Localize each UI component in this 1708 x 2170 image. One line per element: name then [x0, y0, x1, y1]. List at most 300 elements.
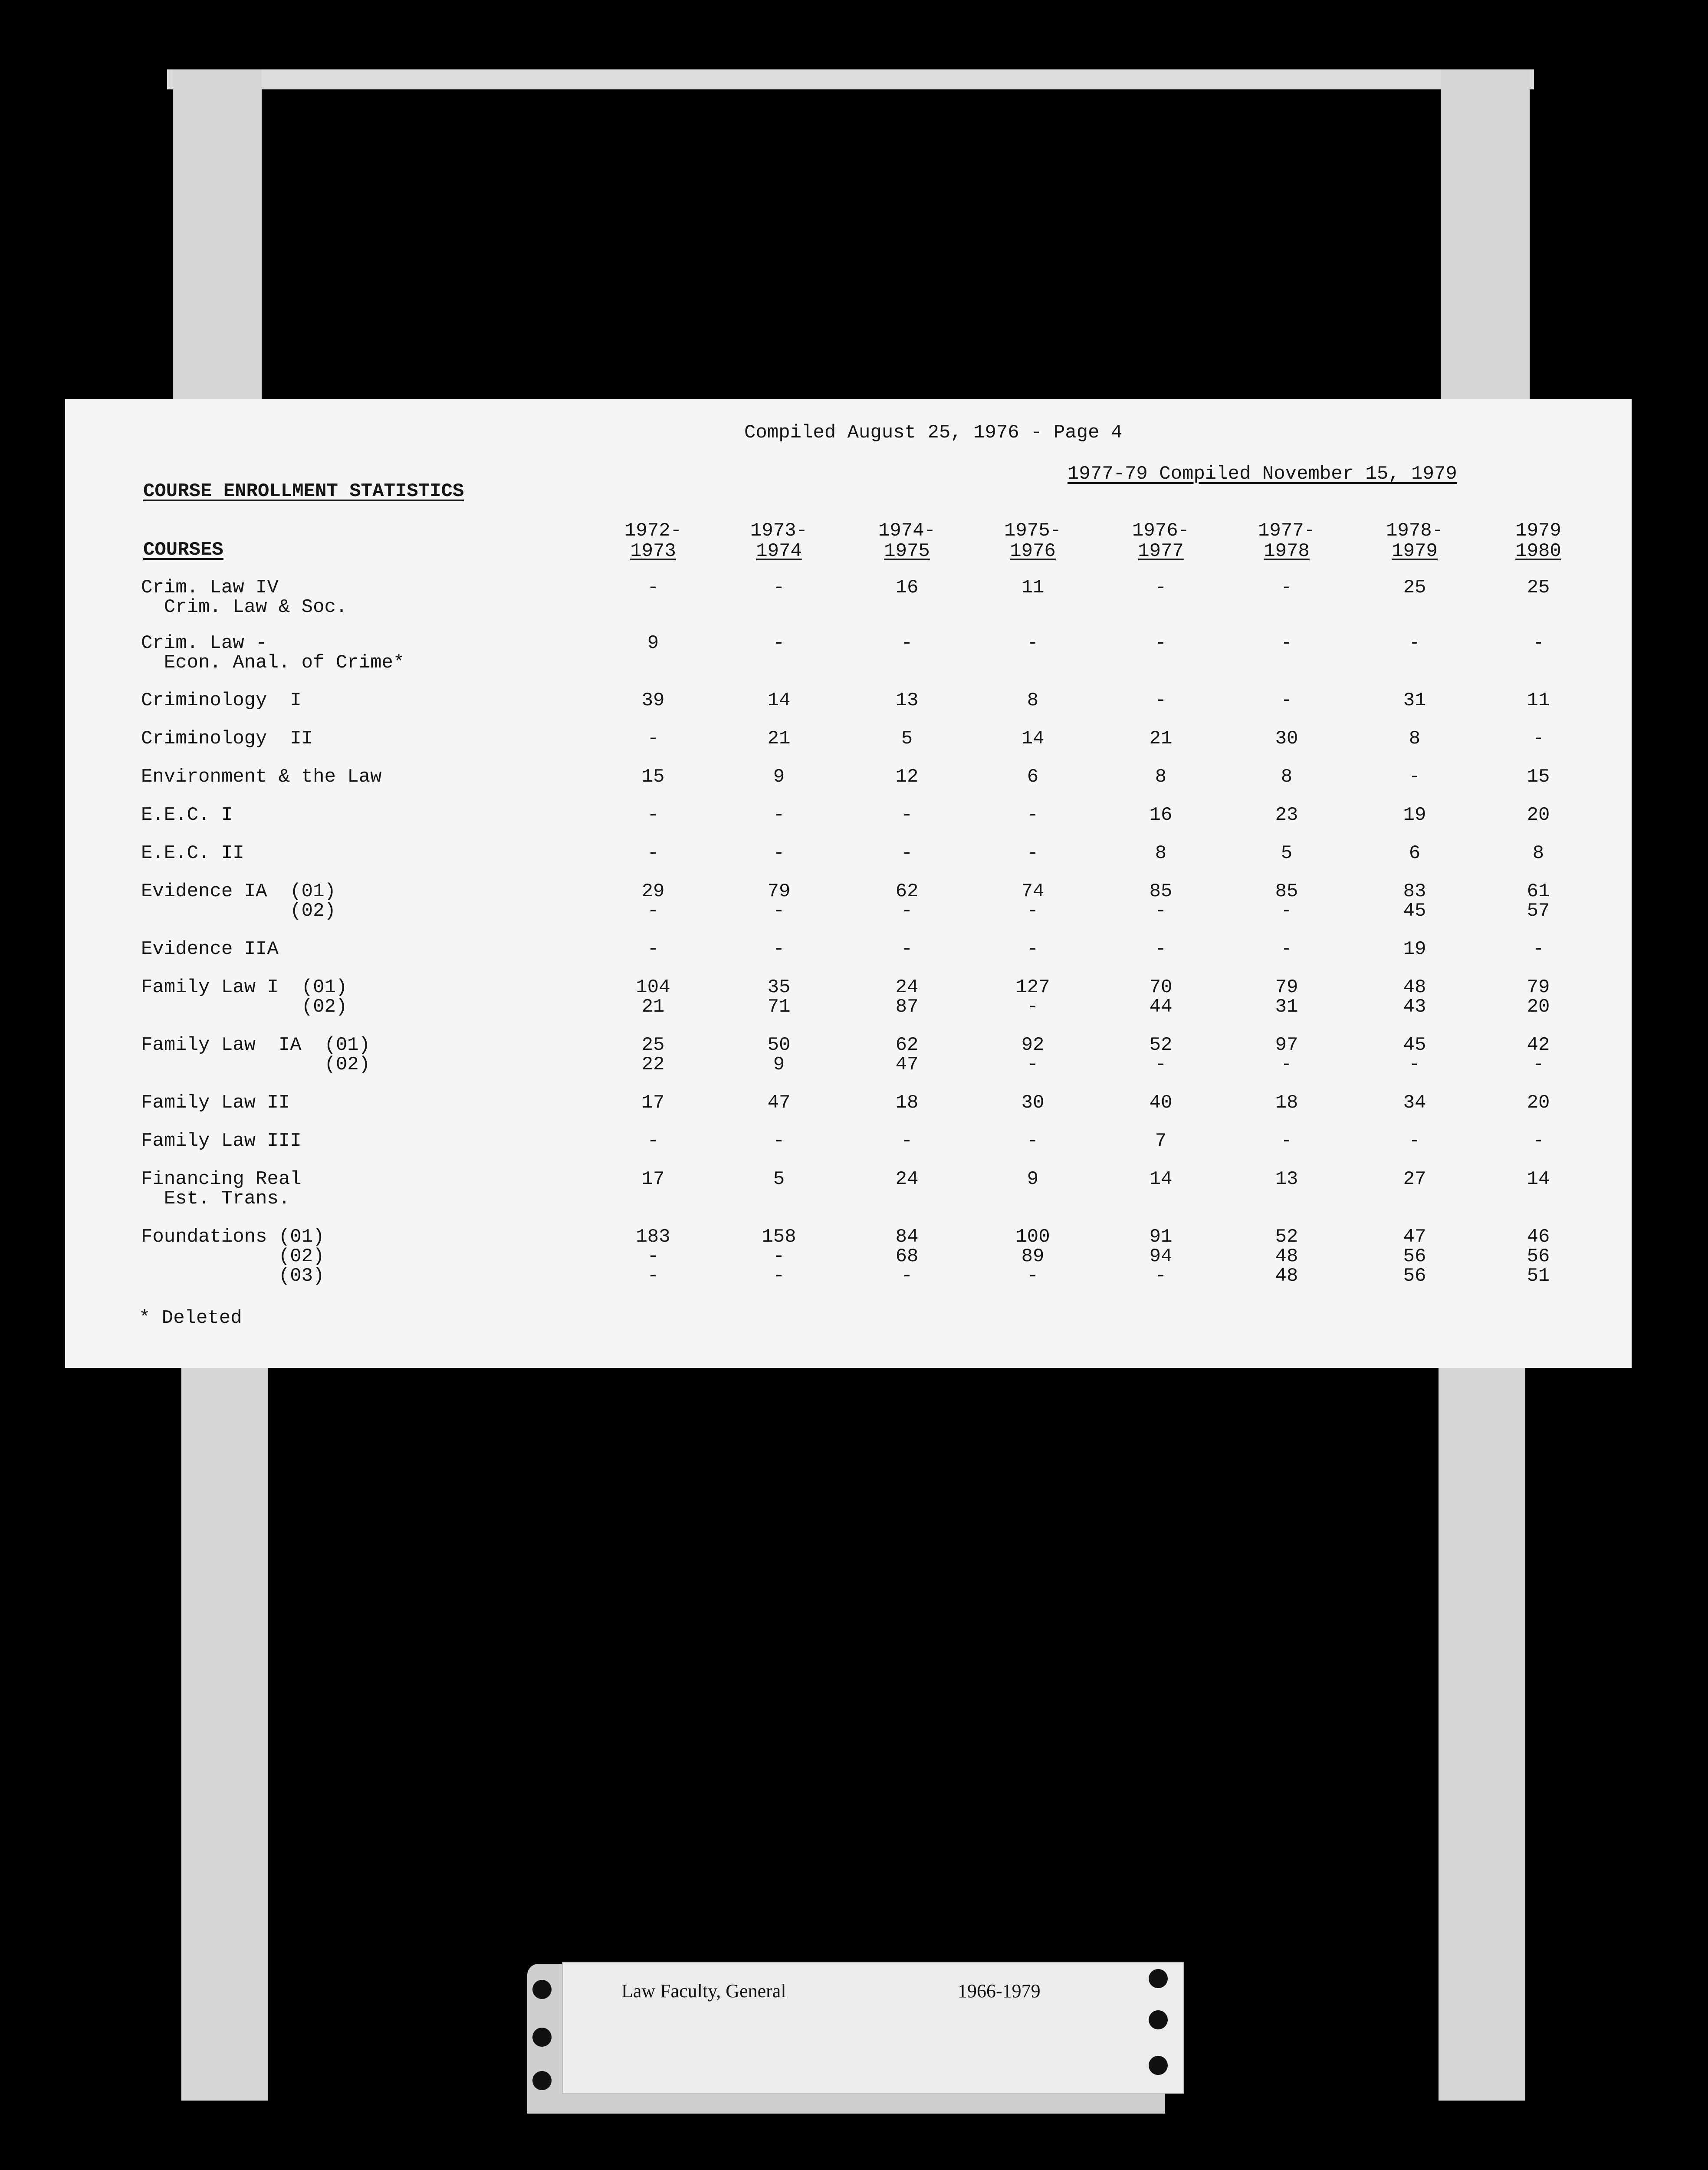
enrollment-cell	[1363, 940, 1467, 959]
enrollment-value: -	[1155, 1053, 1167, 1075]
course-name-line: Criminology I	[141, 690, 302, 711]
enrollment-cell	[1235, 1131, 1339, 1151]
enrollment-value: 14	[1149, 1168, 1173, 1190]
enrollment-value: 8	[1532, 842, 1544, 864]
year-column-header	[727, 521, 831, 561]
enrollment-cell	[981, 1093, 1085, 1113]
enrollment-value: -	[901, 632, 913, 654]
punch-hole	[532, 2028, 552, 2047]
enrollment-cell	[1486, 1227, 1590, 1286]
label-card-date-range: 1966-1979	[958, 1980, 1041, 2002]
enrollment-value: 9	[773, 766, 785, 788]
enrollment-value: -	[647, 1245, 659, 1267]
enrollment-value: -	[647, 1265, 659, 1287]
enrollment-value: 56	[1403, 1245, 1426, 1267]
enrollment-value: 17	[641, 1168, 665, 1190]
course-name-line: Crim. Law IV	[141, 577, 279, 598]
enrollment-value: 40	[1149, 1092, 1173, 1114]
enrollment-value: 87	[895, 996, 919, 1018]
enrollment-value: 14	[767, 690, 791, 711]
enrollment-value: 13	[895, 690, 919, 711]
enrollment-cell	[855, 1131, 959, 1151]
enrollment-value: -	[1532, 1130, 1544, 1152]
course-name-line: (02)	[141, 900, 336, 922]
course-name-line: Econ. Anal. of Crime*	[141, 651, 405, 674]
year-column-header	[981, 521, 1085, 561]
enrollment-value: -	[1027, 938, 1039, 960]
enrollment-value: 74	[1021, 881, 1045, 902]
enrollment-cell	[1486, 767, 1590, 787]
enrollment-value: -	[1281, 690, 1293, 711]
enrollment-cell	[1109, 844, 1213, 863]
course-name-line: Evidence IA (01)	[141, 881, 336, 902]
enrollment-cell	[855, 1036, 959, 1075]
year-end: 1974	[756, 540, 802, 562]
enrollment-cell	[727, 940, 831, 959]
enrollment-cell	[1109, 691, 1213, 710]
enrollment-cell	[855, 844, 959, 863]
enrollment-cell	[1363, 806, 1467, 825]
enrollment-value: 11	[1527, 690, 1550, 711]
enrollment-value: 8	[1027, 690, 1039, 711]
enrollment-cell	[1486, 691, 1590, 710]
enrollment-cell	[1363, 1093, 1467, 1113]
enrollment-value: 79	[1275, 976, 1298, 998]
year-end: 1977	[1138, 540, 1184, 562]
enrollment-cell	[1486, 578, 1590, 598]
punch-hole	[532, 2071, 552, 2090]
enrollment-value: -	[647, 938, 659, 960]
year-end: 1976	[1010, 540, 1056, 562]
enrollment-cell	[1363, 578, 1467, 598]
enrollment-value: 50	[767, 1034, 791, 1056]
course-name	[141, 729, 313, 749]
enrollment-value: -	[1155, 900, 1167, 922]
enrollment-cell	[1363, 729, 1467, 749]
course-name-line: Crim. Law & Soc.	[141, 596, 348, 618]
enrollment-cell	[1486, 940, 1590, 959]
course-name-line: Foundations (01)	[141, 1226, 325, 1248]
enrollment-value: 48	[1275, 1245, 1298, 1267]
enrollment-cell	[1235, 882, 1339, 921]
year-end: 1979	[1392, 540, 1438, 562]
enrollment-value: -	[773, 632, 785, 654]
enrollment-value: 20	[1527, 996, 1550, 1018]
microfilm-label-card	[562, 1962, 1184, 2094]
enrollment-value: 9	[647, 632, 659, 654]
enrollment-cell	[601, 767, 705, 787]
enrollment-value: 29	[641, 881, 665, 902]
course-name-line: Family Law IA (01)	[141, 1034, 371, 1056]
enrollment-value: 84	[895, 1226, 919, 1248]
course-name-line: (02)	[141, 1245, 325, 1267]
enrollment-cell	[727, 1227, 831, 1286]
enrollment-cell	[1109, 767, 1213, 787]
year-column-header	[855, 521, 959, 561]
year-end: 1975	[884, 540, 930, 562]
enrollment-value: -	[1532, 1053, 1544, 1075]
enrollment-value: 79	[1527, 976, 1550, 998]
enrollment-value: 17	[641, 1092, 665, 1114]
enrollment-cell	[1109, 940, 1213, 959]
enrollment-value: 61	[1527, 881, 1550, 902]
course-name-line: E.E.C. I	[141, 804, 233, 826]
course-name-line: Evidence IIA	[141, 938, 279, 960]
enrollment-cell	[1486, 806, 1590, 825]
year-start: 1973-	[750, 520, 808, 542]
footnote: * Deleted	[139, 1307, 242, 1329]
enrollment-cell	[1363, 882, 1467, 921]
enrollment-value: -	[1409, 766, 1421, 788]
enrollment-value: 46	[1527, 1226, 1550, 1248]
enrollment-value: -	[1409, 1053, 1421, 1075]
enrollment-cell	[1235, 1093, 1339, 1113]
year-column-header	[1486, 521, 1590, 561]
enrollment-cell	[1235, 844, 1339, 863]
enrollment-cell	[855, 882, 959, 921]
enrollment-value: 71	[767, 996, 791, 1018]
enrollment-cell	[855, 1093, 959, 1113]
enrollment-value: 70	[1149, 976, 1173, 998]
enrollment-statistics-sheet	[65, 399, 1632, 1368]
enrollment-value: 48	[1403, 976, 1426, 998]
enrollment-value: 45	[1403, 900, 1426, 922]
film-frame-right-post-lower	[1439, 1363, 1525, 2101]
course-name-line: (03)	[141, 1265, 325, 1287]
enrollment-value: -	[1281, 1053, 1293, 1075]
enrollment-value: -	[1532, 938, 1544, 960]
enrollment-cell	[1235, 691, 1339, 710]
page-title: COURSE ENROLLMENT STATISTICS	[143, 480, 464, 502]
enrollment-cell	[601, 844, 705, 863]
enrollment-value: 6	[1409, 842, 1421, 864]
enrollment-value: 43	[1403, 996, 1426, 1018]
enrollment-cell	[981, 729, 1085, 749]
enrollment-value: -	[647, 1130, 659, 1152]
enrollment-cell	[1109, 1227, 1213, 1286]
enrollment-value: -	[1409, 632, 1421, 654]
enrollment-value: 5	[901, 728, 913, 750]
enrollment-value: -	[1281, 1130, 1293, 1152]
year-column-header	[1363, 521, 1467, 561]
enrollment-value: 12	[895, 766, 919, 788]
year-start: 1972-	[624, 520, 682, 542]
enrollment-cell	[981, 1131, 1085, 1151]
course-name	[141, 691, 302, 710]
enrollment-cell	[601, 1227, 705, 1286]
enrollment-value: -	[1281, 900, 1293, 922]
enrollment-cell	[727, 578, 831, 598]
enrollment-value: 20	[1527, 1092, 1550, 1114]
enrollment-value: -	[1532, 632, 1544, 654]
course-name	[141, 806, 233, 825]
course-name-line: Criminology II	[141, 728, 313, 750]
course-name-line: Family Law I (01)	[141, 976, 348, 998]
course-name-line: Environment & the Law	[141, 766, 382, 788]
enrollment-cell	[601, 882, 705, 921]
enrollment-value: 56	[1527, 1245, 1550, 1267]
enrollment-value: 92	[1021, 1034, 1045, 1056]
enrollment-value: 34	[1403, 1092, 1426, 1114]
year-column-header	[1109, 521, 1213, 561]
enrollment-value: 62	[895, 881, 919, 902]
course-name	[141, 844, 244, 863]
enrollment-cell	[727, 1036, 831, 1075]
enrollment-cell	[1363, 1227, 1467, 1286]
course-name-line: Financing Real	[141, 1168, 302, 1190]
enrollment-value: 35	[767, 976, 791, 998]
enrollment-value: 47	[767, 1092, 791, 1114]
course-name	[141, 978, 347, 1017]
enrollment-value: 5	[773, 1168, 785, 1190]
enrollment-cell	[601, 634, 705, 653]
enrollment-value: -	[1281, 577, 1293, 598]
enrollment-cell	[1235, 940, 1339, 959]
enrollment-cell	[601, 1170, 705, 1189]
enrollment-value: 158	[762, 1226, 796, 1248]
enrollment-value: 94	[1149, 1245, 1173, 1267]
course-name-line: Crim. Law -	[141, 632, 267, 654]
enrollment-value: -	[901, 1265, 913, 1287]
enrollment-cell	[1363, 634, 1467, 653]
enrollment-cell	[601, 1093, 705, 1113]
enrollment-cell	[855, 978, 959, 1017]
course-name-line: Est. Trans.	[141, 1187, 290, 1210]
year-start: 1974-	[878, 520, 936, 542]
enrollment-value: 16	[895, 577, 919, 598]
enrollment-cell	[727, 1170, 831, 1189]
course-name-line: (02)	[141, 1053, 371, 1075]
enrollment-cell	[727, 767, 831, 787]
enrollment-cell	[727, 1131, 831, 1151]
enrollment-value: 25	[1403, 577, 1426, 598]
enrollment-value: 11	[1021, 577, 1045, 598]
course-name	[141, 634, 404, 673]
course-name	[141, 940, 279, 959]
enrollment-cell	[981, 1170, 1085, 1189]
course-name	[141, 1170, 302, 1209]
enrollment-value: -	[773, 842, 785, 864]
enrollment-value: -	[647, 728, 659, 750]
enrollment-cell	[981, 806, 1085, 825]
film-frame-left-post-lower	[181, 1363, 268, 2101]
enrollment-cell	[1109, 729, 1213, 749]
enrollment-cell	[727, 691, 831, 710]
enrollment-value: 42	[1527, 1034, 1550, 1056]
enrollment-cell	[1235, 806, 1339, 825]
enrollment-value: 6	[1027, 766, 1039, 788]
enrollment-cell	[855, 634, 959, 653]
enrollment-cell	[1486, 882, 1590, 921]
enrollment-cell	[1109, 634, 1213, 653]
enrollment-value: 20	[1527, 804, 1550, 826]
enrollment-cell	[1235, 1170, 1339, 1189]
enrollment-value: -	[1155, 577, 1167, 598]
enrollment-cell	[1363, 1131, 1467, 1151]
enrollment-value: -	[773, 900, 785, 922]
enrollment-value: 30	[1275, 728, 1298, 750]
enrollment-value: -	[901, 938, 913, 960]
enrollment-value: 24	[895, 1168, 919, 1190]
enrollment-value: 57	[1527, 900, 1550, 922]
enrollment-cell	[981, 882, 1085, 921]
film-frame-top-bar	[167, 69, 1534, 89]
enrollment-cell	[1486, 1036, 1590, 1075]
enrollment-cell	[981, 1036, 1085, 1075]
enrollment-cell	[1109, 1131, 1213, 1151]
enrollment-cell	[855, 691, 959, 710]
enrollment-cell	[1486, 729, 1590, 749]
enrollment-cell	[727, 806, 831, 825]
enrollment-cell	[855, 1170, 959, 1189]
enrollment-value: -	[1532, 728, 1544, 750]
enrollment-value: 30	[1021, 1092, 1045, 1114]
enrollment-cell	[1109, 806, 1213, 825]
enrollment-value: -	[647, 900, 659, 922]
year-column-header	[1235, 521, 1339, 561]
year-end: 1978	[1264, 540, 1310, 562]
enrollment-value: 8	[1409, 728, 1421, 750]
enrollment-value: 8	[1155, 766, 1167, 788]
enrollment-cell	[1363, 767, 1467, 787]
enrollment-value: 18	[1275, 1092, 1298, 1114]
enrollment-value: 39	[641, 690, 665, 711]
enrollment-value: 16	[1149, 804, 1173, 826]
enrollment-value: 85	[1149, 881, 1173, 902]
enrollment-value: 68	[895, 1245, 919, 1267]
enrollment-cell	[1235, 578, 1339, 598]
enrollment-cell	[855, 806, 959, 825]
enrollment-value: 31	[1275, 996, 1298, 1018]
enrollment-value: -	[773, 577, 785, 598]
enrollment-value: 9	[773, 1053, 785, 1075]
enrollment-value: -	[773, 1245, 785, 1267]
label-card-title: Law Faculty, General	[621, 1980, 786, 2002]
enrollment-value: 21	[641, 996, 665, 1018]
enrollment-value: -	[1281, 632, 1293, 654]
course-name	[141, 1131, 302, 1151]
enrollment-value: 48	[1275, 1265, 1298, 1287]
enrollment-value: 52	[1275, 1226, 1298, 1248]
enrollment-cell	[981, 1227, 1085, 1286]
courses-column-header: COURSES	[143, 539, 223, 561]
enrollment-value: 24	[895, 976, 919, 998]
enrollment-cell	[727, 634, 831, 653]
enrollment-value: -	[773, 938, 785, 960]
enrollment-value: 91	[1149, 1226, 1173, 1248]
enrollment-value: 7	[1155, 1130, 1167, 1152]
enrollment-value: -	[901, 804, 913, 826]
enrollment-value: 47	[895, 1053, 919, 1075]
enrollment-value: -	[1155, 632, 1167, 654]
enrollment-cell	[1109, 882, 1213, 921]
enrollment-value: 51	[1527, 1265, 1550, 1287]
enrollment-cell	[981, 634, 1085, 653]
enrollment-value: -	[647, 577, 659, 598]
enrollment-value: 97	[1275, 1034, 1298, 1056]
year-start: 1979	[1515, 520, 1561, 542]
year-start: 1975-	[1004, 520, 1062, 542]
enrollment-value: 19	[1403, 938, 1426, 960]
enrollment-value: -	[1155, 1265, 1167, 1287]
enrollment-value: -	[647, 842, 659, 864]
enrollment-cell	[981, 767, 1085, 787]
enrollment-cell	[981, 578, 1085, 598]
enrollment-value: -	[1027, 804, 1039, 826]
enrollment-cell	[1486, 1093, 1590, 1113]
enrollment-value: -	[1027, 632, 1039, 654]
enrollment-value: 89	[1021, 1245, 1045, 1267]
enrollment-cell	[1486, 634, 1590, 653]
enrollment-cell	[601, 1131, 705, 1151]
enrollment-cell	[981, 940, 1085, 959]
course-name-line: (02)	[141, 996, 348, 1018]
enrollment-cell	[1235, 729, 1339, 749]
enrollment-value: 14	[1527, 1168, 1550, 1190]
enrollment-value: -	[1409, 1130, 1421, 1152]
enrollment-cell	[601, 691, 705, 710]
enrollment-value: 44	[1149, 996, 1173, 1018]
enrollment-cell	[1109, 1036, 1213, 1075]
enrollment-value: -	[773, 804, 785, 826]
enrollment-value: 13	[1275, 1168, 1298, 1190]
enrollment-value: 15	[641, 766, 665, 788]
enrollment-value: -	[901, 842, 913, 864]
course-name-line: Family Law III	[141, 1130, 302, 1152]
enrollment-value: -	[1027, 900, 1039, 922]
enrollment-value: 25	[1527, 577, 1550, 598]
enrollment-value: 14	[1021, 728, 1045, 750]
course-name-line: Family Law II	[141, 1092, 290, 1114]
enrollment-cell	[855, 1227, 959, 1286]
enrollment-value: 23	[1275, 804, 1298, 826]
enrollment-value: 27	[1403, 1168, 1426, 1190]
year-start: 1978-	[1386, 520, 1444, 542]
enrollment-cell	[1235, 1036, 1339, 1075]
enrollment-value: 100	[1015, 1226, 1050, 1248]
enrollment-cell	[855, 767, 959, 787]
enrollment-cell	[981, 978, 1085, 1017]
enrollment-value: 62	[895, 1034, 919, 1056]
course-name-line: E.E.C. II	[141, 842, 244, 864]
enrollment-cell	[1486, 978, 1590, 1017]
course-name	[141, 1093, 290, 1113]
enrollment-value: -	[901, 900, 913, 922]
enrollment-cell	[601, 978, 705, 1017]
enrollment-value: 85	[1275, 881, 1298, 902]
enrollment-cell	[1109, 1170, 1213, 1189]
enrollment-cell	[727, 844, 831, 863]
enrollment-value: -	[1155, 938, 1167, 960]
enrollment-value: 127	[1015, 976, 1050, 998]
enrollment-value: 9	[1027, 1168, 1039, 1190]
enrollment-cell	[727, 882, 831, 921]
course-name	[141, 1036, 370, 1075]
enrollment-cell	[601, 578, 705, 598]
enrollment-value: -	[1027, 1265, 1039, 1287]
enrollment-value: 19	[1403, 804, 1426, 826]
enrollment-cell	[1109, 578, 1213, 598]
enrollment-cell	[1235, 767, 1339, 787]
enrollment-cell	[601, 806, 705, 825]
enrollment-cell	[601, 1036, 705, 1075]
enrollment-value: 52	[1149, 1034, 1173, 1056]
enrollment-value: -	[1027, 1053, 1039, 1075]
enrollment-value: 25	[641, 1034, 665, 1056]
course-name	[141, 767, 382, 787]
enrollment-value: -	[1155, 690, 1167, 711]
enrollment-value: 5	[1281, 842, 1293, 864]
